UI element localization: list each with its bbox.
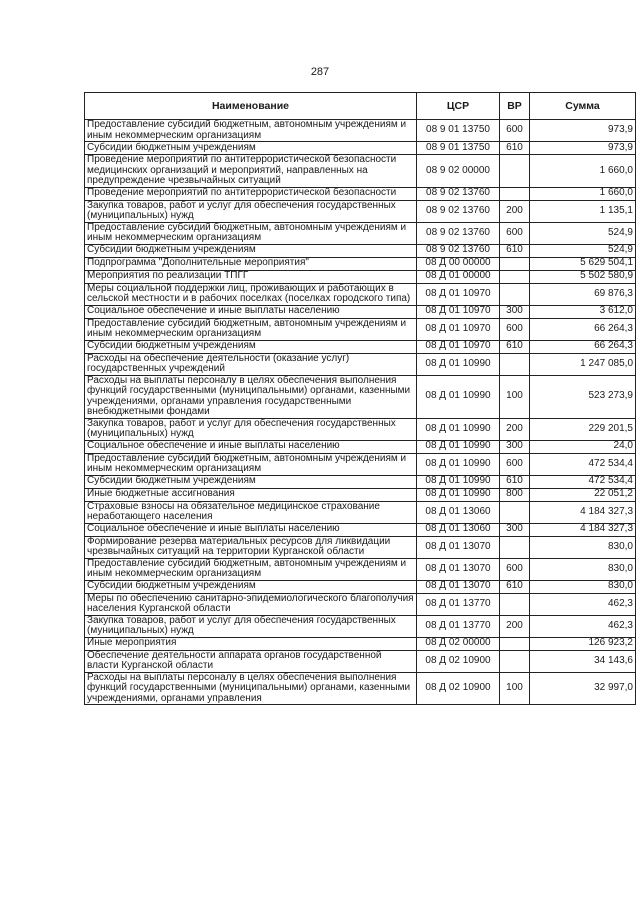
row-sum: 66 264,3	[530, 318, 636, 340]
row-name: Расходы на выплаты персоналу в целях обеспечения выполнения функций государственными (муниципальными) органами, казенными учреждениями, органами управления государственными внебюджетными фондами	[85, 375, 417, 418]
page-number: 287	[310, 66, 330, 78]
table-row	[85, 318, 636, 340]
row-vr: 600	[500, 453, 530, 475]
table-row	[85, 270, 636, 283]
row-sum: 3 612,0	[530, 305, 636, 318]
row-name: Социальное обеспечение и иные выплаты населению	[85, 305, 417, 318]
table-row	[85, 523, 636, 536]
table-row	[85, 580, 636, 593]
row-csr: 08 9 01 13750	[417, 120, 500, 142]
row-vr: 200	[500, 615, 530, 637]
header-sum: Сумма	[530, 93, 636, 120]
row-name: Проведение мероприятий по антитеррористической безопасности медицинских организаций и мероприятий, направленных на предупреждение чрезвычайных ситуаций	[85, 155, 417, 188]
row-csr: 08 9 02 13760	[417, 200, 500, 222]
table-row	[85, 453, 636, 475]
row-name: Субсидии бюджетным учреждениям	[85, 244, 417, 257]
row-sum: 462,3	[530, 593, 636, 615]
row-name: Формирование резерва материальных ресурсов для ликвидации чрезвычайных ситуаций на территории Курганской области	[85, 536, 417, 558]
table-row	[85, 305, 636, 318]
row-name: Социальное обеспечение и иные выплаты населению	[85, 440, 417, 453]
header-csr: ЦСР	[417, 93, 500, 120]
row-sum: 830,0	[530, 580, 636, 593]
row-sum: 973,9	[530, 120, 636, 142]
row-csr: 08 Д 01 13770	[417, 615, 500, 637]
row-sum: 69 876,3	[530, 283, 636, 305]
row-csr: 08 Д 01 10990	[417, 440, 500, 453]
row-vr	[500, 637, 530, 650]
row-csr: 08 9 02 13760	[417, 187, 500, 200]
table-row	[85, 244, 636, 257]
row-vr	[500, 501, 530, 523]
row-vr: 610	[500, 142, 530, 155]
row-sum: 524,9	[530, 244, 636, 257]
row-vr: 300	[500, 305, 530, 318]
row-sum: 830,0	[530, 536, 636, 558]
row-sum: 462,3	[530, 615, 636, 637]
table-row	[85, 672, 636, 705]
row-csr: 08 Д 01 10990	[417, 418, 500, 440]
row-sum: 1 660,0	[530, 155, 636, 188]
row-sum: 4 184 327,3	[530, 523, 636, 536]
row-name: Предоставление субсидий бюджетным, автономным учреждениям и иным некоммерческим организациям	[85, 558, 417, 580]
row-sum: 24,0	[530, 440, 636, 453]
row-name: Субсидии бюджетным учреждениям	[85, 142, 417, 155]
row-csr: 08 Д 02 00000	[417, 637, 500, 650]
row-vr	[500, 353, 530, 375]
row-csr: 08 9 01 13750	[417, 142, 500, 155]
table-row	[85, 353, 636, 375]
row-csr: 08 Д 00 00000	[417, 257, 500, 270]
row-name: Обеспечение деятельности аппарата органов государственной власти Курганской области	[85, 650, 417, 672]
table-row	[85, 501, 636, 523]
row-name: Проведение мероприятий по антитеррористической безопасности	[85, 187, 417, 200]
row-vr	[500, 270, 530, 283]
row-name: Меры социальной поддержки лиц, проживающих и работающих в сельской местности и в рабочих поселках (поселках городского типа)	[85, 283, 417, 305]
row-vr: 610	[500, 340, 530, 353]
row-csr: 08 Д 01 13070	[417, 558, 500, 580]
row-vr: 100	[500, 672, 530, 705]
row-csr: 08 Д 01 10990	[417, 375, 500, 418]
row-name: Субсидии бюджетным учреждениям	[85, 340, 417, 353]
row-sum: 4 184 327,3	[530, 501, 636, 523]
header-vr: ВР	[500, 93, 530, 120]
row-sum: 830,0	[530, 558, 636, 580]
row-name: Страховые взносы на обязательное медицинское страхование неработающего населения	[85, 501, 417, 523]
row-name: Субсидии бюджетным учреждениям	[85, 475, 417, 488]
row-sum: 32 997,0	[530, 672, 636, 705]
row-vr: 600	[500, 558, 530, 580]
row-name: Закупка товаров, работ и услуг для обеспечения государственных (муниципальных) нужд	[85, 615, 417, 637]
table-row	[85, 200, 636, 222]
table-row	[85, 650, 636, 672]
row-vr	[500, 257, 530, 270]
row-vr: 100	[500, 375, 530, 418]
row-csr: 08 Д 01 00000	[417, 270, 500, 283]
row-sum: 22 051,2	[530, 488, 636, 501]
row-name: Субсидии бюджетным учреждениям	[85, 580, 417, 593]
row-csr: 08 Д 01 10970	[417, 318, 500, 340]
row-csr: 08 Д 01 10970	[417, 340, 500, 353]
row-sum: 5 629 504,1	[530, 257, 636, 270]
table-row	[85, 155, 636, 188]
table-row	[85, 257, 636, 270]
table-row	[85, 475, 636, 488]
row-vr: 610	[500, 580, 530, 593]
row-sum: 34 143,6	[530, 650, 636, 672]
row-sum: 472 534,4	[530, 453, 636, 475]
row-csr: 08 Д 01 10990	[417, 453, 500, 475]
row-name: Предоставление субсидий бюджетным, автономным учреждениям и иным некоммерческим организациям	[85, 120, 417, 142]
row-sum: 472 534,4	[530, 475, 636, 488]
row-csr: 08 Д 01 10990	[417, 475, 500, 488]
row-vr: 800	[500, 488, 530, 501]
header-name: Наименование	[85, 93, 417, 120]
row-csr: 08 Д 01 10970	[417, 305, 500, 318]
table-row	[85, 488, 636, 501]
row-vr: 200	[500, 418, 530, 440]
row-csr: 08 Д 01 13770	[417, 593, 500, 615]
row-csr: 08 9 02 00000	[417, 155, 500, 188]
row-name: Мероприятия по реализации ТПГГ	[85, 270, 417, 283]
row-sum: 229 201,5	[530, 418, 636, 440]
row-sum: 523 273,9	[530, 375, 636, 418]
table-row	[85, 375, 636, 418]
row-sum: 126 923,2	[530, 637, 636, 650]
row-vr	[500, 187, 530, 200]
row-csr: 08 Д 01 13070	[417, 580, 500, 593]
table-row	[85, 558, 636, 580]
row-sum: 1 135,1	[530, 200, 636, 222]
row-csr: 08 Д 02 10900	[417, 650, 500, 672]
row-vr: 610	[500, 244, 530, 257]
row-vr: 600	[500, 318, 530, 340]
row-sum: 973,9	[530, 142, 636, 155]
table-row	[85, 187, 636, 200]
row-csr: 08 Д 01 13060	[417, 501, 500, 523]
row-name: Предоставление субсидий бюджетным, автономным учреждениям и иным некоммерческим организациям	[85, 453, 417, 475]
row-name: Предоставление субсидий бюджетным, автономным учреждениям и иным некоммерческим организациям	[85, 318, 417, 340]
row-name: Предоставление субсидий бюджетным, автономным учреждениям и иным некоммерческим организациям	[85, 222, 417, 244]
row-vr: 600	[500, 222, 530, 244]
table-row	[85, 593, 636, 615]
table-row	[85, 283, 636, 305]
row-sum: 1 247 085,0	[530, 353, 636, 375]
row-name: Меры по обеспечению санитарно-эпидемиологического благополучия населения Курганской области	[85, 593, 417, 615]
row-vr	[500, 650, 530, 672]
table-row	[85, 615, 636, 637]
table-row	[85, 418, 636, 440]
budget-table	[84, 92, 636, 705]
row-sum: 1 660,0	[530, 187, 636, 200]
row-name: Закупка товаров, работ и услуг для обеспечения государственных (муниципальных) нужд	[85, 418, 417, 440]
table-row	[85, 120, 636, 142]
row-sum: 5 502 580,9	[530, 270, 636, 283]
row-name: Расходы на выплаты персоналу в целях обеспечения выполнения функций государственными (муниципальными) органами, казенными учреждениями, органами управления	[85, 672, 417, 705]
row-name: Расходы на обеспечение деятельности (оказание услуг) государственных учреждений	[85, 353, 417, 375]
row-vr: 600	[500, 120, 530, 142]
row-csr: 08 9 02 13760	[417, 222, 500, 244]
row-vr: 610	[500, 475, 530, 488]
row-vr	[500, 283, 530, 305]
row-csr: 08 9 02 13760	[417, 244, 500, 257]
row-name: Закупка товаров, работ и услуг для обеспечения государственных (муниципальных) нужд	[85, 200, 417, 222]
table-row	[85, 536, 636, 558]
table-row	[85, 222, 636, 244]
table-header-row	[85, 93, 636, 120]
row-csr: 08 Д 01 10990	[417, 488, 500, 501]
row-csr: 08 Д 02 10900	[417, 672, 500, 705]
table-row	[85, 440, 636, 453]
row-vr: 300	[500, 523, 530, 536]
row-csr: 08 Д 01 10990	[417, 353, 500, 375]
row-csr: 08 Д 01 10970	[417, 283, 500, 305]
row-vr	[500, 155, 530, 188]
row-name: Иные бюджетные ассигнования	[85, 488, 417, 501]
row-vr	[500, 536, 530, 558]
row-csr: 08 Д 01 13060	[417, 523, 500, 536]
row-vr: 200	[500, 200, 530, 222]
table-body	[85, 120, 636, 705]
row-name: Иные мероприятия	[85, 637, 417, 650]
row-name: Социальное обеспечение и иные выплаты населению	[85, 523, 417, 536]
row-vr: 300	[500, 440, 530, 453]
table-row	[85, 142, 636, 155]
table-row	[85, 340, 636, 353]
row-sum: 524,9	[530, 222, 636, 244]
row-csr: 08 Д 01 13070	[417, 536, 500, 558]
table-row	[85, 637, 636, 650]
row-sum: 66 264,3	[530, 340, 636, 353]
row-vr	[500, 593, 530, 615]
row-name: Подпрограмма "Дополнительные мероприятия"	[85, 257, 417, 270]
